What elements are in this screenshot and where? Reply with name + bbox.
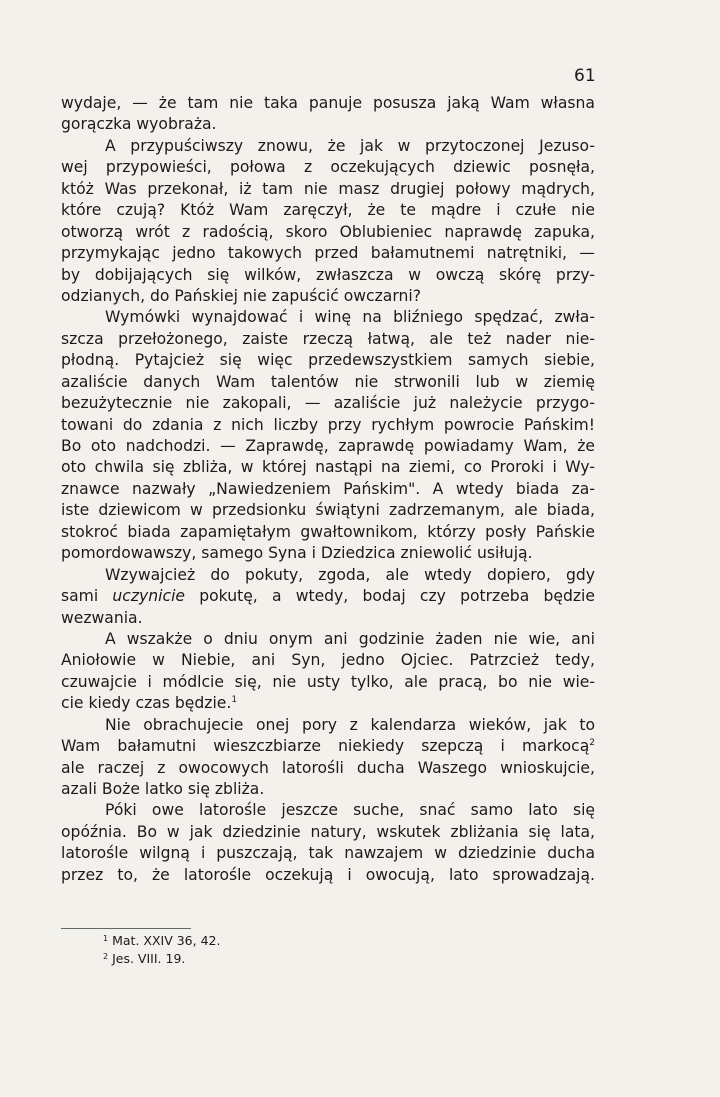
text-line: A wszakże o dniu onym ani godzinie żaden nie wie, ani xyxy=(105,629,595,648)
text-line: odzianych, do Pańskiej nie zapuścić owczarni? xyxy=(61,286,421,305)
text-line: A przypuściwszy znowu, że jak w przytoczonej Jezuso- xyxy=(105,136,595,155)
text-line: wej przypowieści, połowa z oczekujących dziewic posnęła, xyxy=(61,158,595,177)
footnote-ref: 2 xyxy=(589,738,595,749)
text-line: azali Boże latko się zbliża. xyxy=(61,780,265,798)
footnote xyxy=(103,950,220,968)
text-line: wezwania. xyxy=(61,608,143,627)
footnote-ref: 1 xyxy=(231,695,238,706)
footnotes xyxy=(103,932,220,968)
text-line: ale raczej z owocowych latorośli ducha Waszego wnioskujcie, xyxy=(61,758,595,777)
footnote-text: Mat. XXIV 36, 42. xyxy=(112,933,221,948)
footnote-text: Jes. VIII. 19. xyxy=(112,951,186,966)
text-line: Póki owe latorośle jeszcze suche, snać samo lato się xyxy=(105,801,595,820)
text-line: stokroć biada zapamiętałym gwałtownikom, którzy posły Pańskie xyxy=(61,522,595,541)
text-line xyxy=(61,586,595,607)
text-line: przymykając jedno takowych przed bałamutnemi natrętniki, — xyxy=(61,244,595,263)
page-number: 61 xyxy=(574,66,596,86)
text-line: przez to, że latorośle oczekują i owocują, lato sprowadzają. xyxy=(61,865,595,884)
text-run: pokutę, a wtedy, bodaj czy potrzeba będzie xyxy=(199,587,595,606)
text-run: cie kiedy czas będzie. xyxy=(61,694,232,713)
text-line: azaliście danych Wam talentów nie strwonili lub w ziemię xyxy=(61,372,595,391)
text-line: czuwajcie i módlcie się, nie usty tylko, ale pracą, bo nie wie- xyxy=(61,672,595,691)
italic-text: uczynicie xyxy=(112,587,185,606)
text-line: oto chwila się zbliża, w której nastąpi na ziemi, co Proroki i Wy- xyxy=(61,458,595,477)
text-line: gorączka wyobraża. xyxy=(61,115,217,134)
text-line: latorośle wilgną i puszczają, tak nawzajem w dziedzinie ducha xyxy=(61,844,595,863)
text-line xyxy=(61,736,595,757)
text-line: Wymówki wynajdować i winę na bliźniego spędzać, zwła- xyxy=(105,308,595,327)
footnote-number: 2 xyxy=(103,952,109,961)
text-line: Aniołowie w Niebie, ani Syn, jedno Ojciec. Patrzcież tedy, xyxy=(61,651,595,670)
text-line: Wzywajcież do pokuty, zgoda, ale wtedy dopiero, gdy xyxy=(105,565,595,584)
text-line: znawce nazwały „Nawiedzeniem Pańskim". A wtedy biada za- xyxy=(61,479,595,498)
footnote-divider xyxy=(61,928,191,929)
text-line: pomordowawszy, samego Syna i Dziedzica zniewolić usiłują. xyxy=(61,544,533,563)
text-line: które czują? Któż Wam zaręczył, że te mądre i czułe nie xyxy=(61,201,595,220)
body-text xyxy=(61,93,595,886)
text-line xyxy=(61,693,595,714)
text-line: szcza przełożonego, zaiste rzeczą łatwą, ale też nader nie- xyxy=(61,329,595,348)
footnote-number: 1 xyxy=(103,934,109,943)
text-line: Nie obrachujecie onej pory z kalendarza wieków, jak to xyxy=(105,715,595,734)
text-line: wydaje, — że tam nie taka panuje posusza jaką Wam własna xyxy=(61,94,595,112)
text-line: któż Was przekonał, iż tam nie masz drugiej połowy mądrych, xyxy=(61,179,595,198)
text-line: otworzą wrót z radością, skoro Oblubieniec naprawdę zapuka, xyxy=(61,222,595,241)
text-line: bezużytecznie nie zakopali, — azaliście już należycie przygo- xyxy=(61,394,595,413)
footnote xyxy=(103,932,220,950)
text-run: sami xyxy=(61,587,99,606)
text-line: płodną. Pytajcież się więc przedewszystkiem samych siebie, xyxy=(61,351,595,370)
text-line: iste dziewicom w przedsionku świątyni zadrzemanym, ale biada, xyxy=(61,501,595,520)
text-run: Wam bałamutni wieszczbiarze niekiedy szepczą i markocą xyxy=(61,737,590,756)
text-line: Bo oto nadchodzi. — Zaprawdę, zaprawdę powiadamy Wam, że xyxy=(61,437,595,455)
text-line: opóźnia. Bo w jak dziedzinie natury, wskutek zbliżania się lata, xyxy=(61,822,595,841)
text-line: by dobijających się wilków, zwłaszcza w owczą skórę przy- xyxy=(61,265,595,284)
text-line: towani do zdania z nich liczby przy rychłym powrocie Pańskim! xyxy=(61,415,595,434)
